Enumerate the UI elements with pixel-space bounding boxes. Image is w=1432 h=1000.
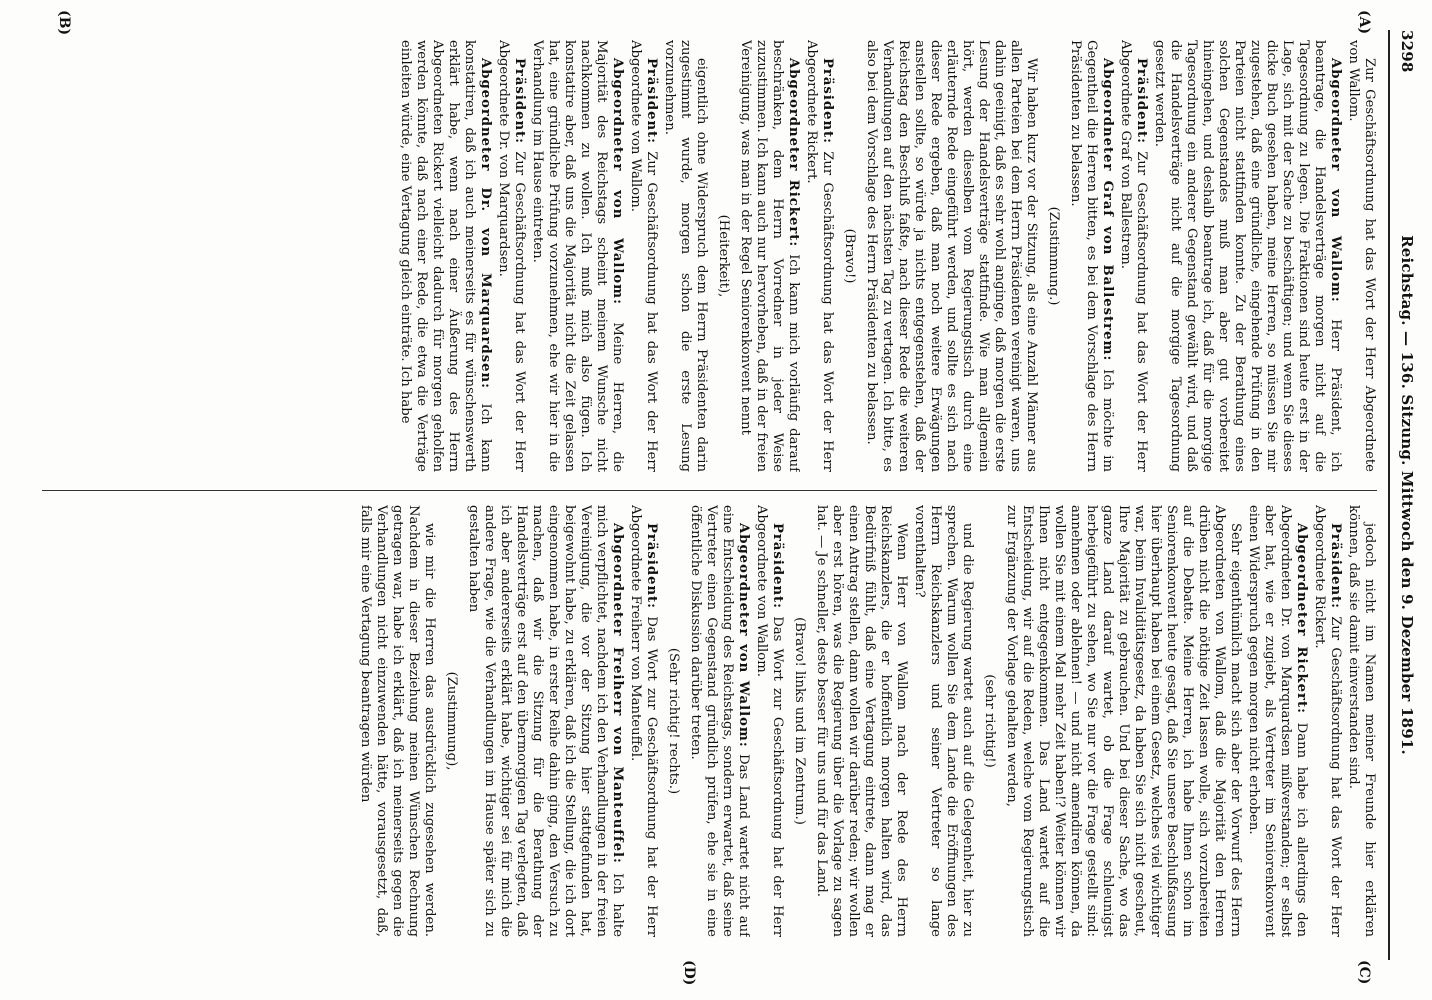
speech-paragraph [803,40,835,472]
speech-paragraph [1117,40,1149,472]
speech-paragraph [465,505,625,937]
speaker-name: Abgeordneter Freiherr von Manteuffel: [610,523,625,864]
right-text-column [42,505,1377,937]
speech-paragraph [1311,505,1343,937]
speaker-name: Präsident: [770,523,785,610]
text-paragraph: Sehr eigenthümlich macht sich aber der Vorwurf des Herrn Abgeordneten von Wallom, daß die Majorität den Herren drüben nicht die nöthige Zeit lassen wolle, sich vorzubereiten auf die Debatte. Meine Herren, ich habe Ihnen schon im Seniorenkonvent heute gesagt, daß Sie unsere Beschlußfassung hier überhaupt haben bei einem Gesetz, welches viel wichtiger war, beim Invaliditätsgesetz, da haben Sie sich nicht gescheut, Ihre Majorität zu gebrauchen. Und bei dieser Sache, wo das ganze Land darauf wartet, ob die Frage schleunigst herbeigeführt zu sehen, wo Sie nur vor die Frage gestellt sind: annehmen oder ablehnen! — und nicht amendiren können, da wollen Sie mit einem Mal mehr Zeit haben!? Weiter können wir Ihnen nicht entgegenkommen. Das Land wartet auf die Entscheidung, wir auf die Reden, welche vom Regierungstisch zur Ergänzung der Vorlage gehalten werden, [1004,505,1243,937]
speech-text: Zur Geschäftsordnung hat das Wort der Herr Abgeordnete Rickert. [1312,505,1343,937]
speech-text: Zur Geschäftsordnung hat das Wort der Herr Abgeordnete von Wallom. [628,40,659,472]
text-paragraph: Zur Geschäftsordnung hat das Wort der Herr Abgeordnete von Wallom. [1346,40,1377,472]
speech-text: Zur Geschäftsordnung hat das Wort der Herr Abgeordnete Graf von Ballestrem. [1118,40,1149,472]
margin-marker-b: (B) [56,10,72,36]
text-paragraph: wie mir die Herren das ausdrücklich zugesehen werden. Nachdem in dieser Beziehung meinen Wünschen Rechnung getragen war, habe ich erklärt, daß ich meinerseits gegen die Verhandlungen nicht einzuwenden hätte, vorausgesetzt, daß, falls mir eine Vertagung beantragen würden [358,505,437,937]
speech-paragraph [687,505,751,937]
interjection: (Zustimmung.) [1046,206,1061,306]
speech-paragraph [737,40,801,472]
speech-text: Ich kann konstatiren, daß ich auch meinerseits es für wünschenswerth erklärt habe, wenn nach einer Äußerung des Herrn Abgeordneten Rickert vielleicht dadurch für morgen geholfen werden könnte, daß nach einer Rede, die etwa die Verträge einleiten würde, eine Vertagung gleich einträte. Ich habe [398,40,493,472]
speech-text: Dann habe ich allerdings den Abgeordneten Dr. von Marquardsen mißverstanden; er selbst aber hat, wie er zugiebt, als Vertreter im Seniorenkonvent einen Widerspruch gegen morgen nicht erhoben. [1246,505,1309,937]
speaker-name: Abgeordneter von Wallom: [610,58,625,305]
speech-text: Zur Geschäftsordnung hat das Wort der Herr Abgeordnete Dr. von Marquardsen. [496,40,527,472]
text-paragraph: Wir haben kurz vor der Sitzung, als eine Anzahl Männer aus allen Parteien bei dem Herrn Präsidenten vereinigt waren, uns dahin geeinigt, daß es sehr wohl anginge, daß morgen die erste Lesung der Handelsverträge stattfinde. Wie man allgemein hört, werden dieselben vom Regierungstisch durch eine erläuternde Rede eingeführt werden, und sollte es sich nach dieser Rede ergeben, daß man noch weitere Erwägungen anstellen sollte, so würde ja nichts entgegenstehen, daß der Reichstag den Beschluß faßte, nach dieser Rede die weiteren Verhandlungen auf den nächsten Tag zu vertagen. Ich bitte, es also bei dem Vorschlage des Herrn Präsidenten zu belassen. [864,40,1039,472]
text-paragraph: Wenn Herr von Wallom nach der Rede des Herrn Reichskanzlers, die er hoffentlich morgen halten wird, das Bedürfniß fühlt, daß eine Vertagung eintrete, dann mag er einen Antrag stellen, dann wollen wir darüber reden; wir wollen aber erst hören, was die Regierung über die Vorlage zu sagen hat. — Je schneller, desto besser für uns und für das Land. [814,505,909,937]
speech-paragraph [627,40,659,472]
speech-text: Meine Herren, die Majorität des Reichstags scheint meinem Wunsche nicht nachkommen zu wollen. Ich muß mich also fügen. Ich konstatire aber, daß uns die Majorität nicht die Zeit gelassen hat, eine gründliche Prüfung vorzunehmen, ehe wir hier in die Verhandlung im Hause eintreten. [530,40,625,472]
speech-text: Herr Präsident, ich beantrage, die Handelsverträge morgen nicht auf die Tagesordnung zu legen. Die Fraktionen sind heute erst in der Lage, sich mit der Sache zu beschäftigen; und wenn Sie dieses dicke Buch gesehen haben, meine Herren, so müssen Sie mir zugestehen, daß eine gründliche, eingehende Prüfung in den Parteien nicht stattfinden konnte. Zu der Berathung eines solchen Gegenstandes muß man aber gut vorbereitet hineingehen, und deshalb beantrage ich, daß für die morgige Tagesordnung ein anderer Gegenstand gewählt wird, und daß die Handelsverträge nicht auf die morgige Tagesordnung gesetzt werden. [1152,40,1343,472]
interjection: (Zustimmung), [444,671,459,771]
speech-text: Ich möchte im Gegentheil die Herren bitten, es bei dem Vorschlage des Herrn Präsidenten zu belassen. [1068,40,1115,472]
speaker-name: Präsident: [1134,58,1149,145]
interjection: (Heiterkeit), [716,214,731,298]
speech-paragraph [753,505,785,937]
column-divider [42,490,1377,491]
margin-marker-d: (D) [681,960,697,986]
page-number: 3298 [1398,30,1416,73]
speaker-name: Präsident: [1328,523,1343,610]
interjection: (Sehr richtig! rechts.) [666,647,681,795]
text-paragraph: jedoch nicht im Namen meiner Freunde hier erklären können, daß sie damit einverstanden sind. [1346,505,1377,937]
speaker-name: Abgeordneter Dr. von Marquardsen: [478,58,493,389]
speech-paragraph [627,505,659,937]
speaker-name: Abgeordneter von Wallom: [1328,58,1343,303]
speaker-name: Abgeordneter Graf von Ballestrem: [1100,58,1115,362]
interjection: (sehr richtig!) [982,674,997,768]
text-paragraph: eigentlich ohne Widerspruch dem Herrn Präsidenten darin zugestimmt wurde, morgen schon die erste Lesung vorzunehmen. [662,40,709,472]
speaker-name: Präsident: [820,58,835,145]
speech-text: Das Wort zur Geschäftsordnung hat der Herr Abgeordnete von Wallom. [754,505,785,937]
page-header [1388,30,1424,960]
speaker-name: Präsident: [644,58,659,145]
speech-text: Ich kann mich vorläufig darauf beschränken, dem Herrn Vorredner in jeder Weise zuzustimmen. Ich kann auch nur hervorheben, daß in der freien Vereinigung, was man in der Regel Seniorenkonvent nennt [738,40,801,472]
interjection: (Bravo! links und im Zentrum.) [792,617,807,825]
text-paragraph: und die Regierung wartet auch auf die Gelegenheit, hier zu sprechen. Warum wollen Sie dem Lande die Eröffnungen des Herrn Reichskanzlers und seiner Vertreter so lange vorenthalten? [912,505,975,937]
speaker-name: Präsident: [644,523,659,610]
speech-text: Zur Geschäftsordnung hat das Wort der Herr Abgeordnete Rickert. [804,40,835,472]
speech-paragraph [1067,40,1115,472]
speech-paragraph [1151,40,1343,472]
speech-paragraph [495,40,527,472]
speech-text: Ich halte mich verpflichtet, nachdem ich den Verhandlungen in der freien Vereinigung, die vor der Sitzung hier stattgefunden hat, beigewohnt habe, zu erklären, daß ich die Stellung, die ich dort eingenommen habe, in erster Reihe dahin ging, den Versuch zu machen, daß wir die Sitzung für die Berathung der Handelsverträge erst auf den übermorgigen Tag verlegten, daß ich aber andererseits erklärt habe, wichtiger sei für mich die andere Frage, wie die Verhandlungen im Hause später sich zu gestalten haben [466,505,625,937]
speech-text: Das Land wartet nicht auf eine Entscheidung des Reichstags, sondern erwartet, daß seine Vertreter einen Gegenstand gründlich prüfen, ehe sie in eine öffentliche Diskussion darüber treten. [688,505,751,937]
margin-marker-c: (C) [1356,960,1372,985]
margin-marker-a: (A) [1356,10,1372,35]
interjection: (Bravo!) [842,228,857,284]
left-text-column [42,40,1377,472]
speaker-name: Abgeordneter Rickert: [786,58,801,248]
speaker-name: Präsident: [512,58,527,145]
page-title: Reichstag. — 136. Sitzung. Mittwoch den 9. Dezember 1891. [1398,235,1416,755]
speech-text: Das Wort zur Geschäftsordnung hat der Herr Abgeordnete Freiherr von Manteuffel. [628,505,659,937]
speaker-name: Abgeordneter von Wallom: [736,523,751,748]
speech-paragraph [1245,505,1309,937]
speaker-name: Abgeordneter Rickert: [1294,523,1309,714]
speech-paragraph [397,40,493,472]
speech-paragraph [529,40,625,472]
